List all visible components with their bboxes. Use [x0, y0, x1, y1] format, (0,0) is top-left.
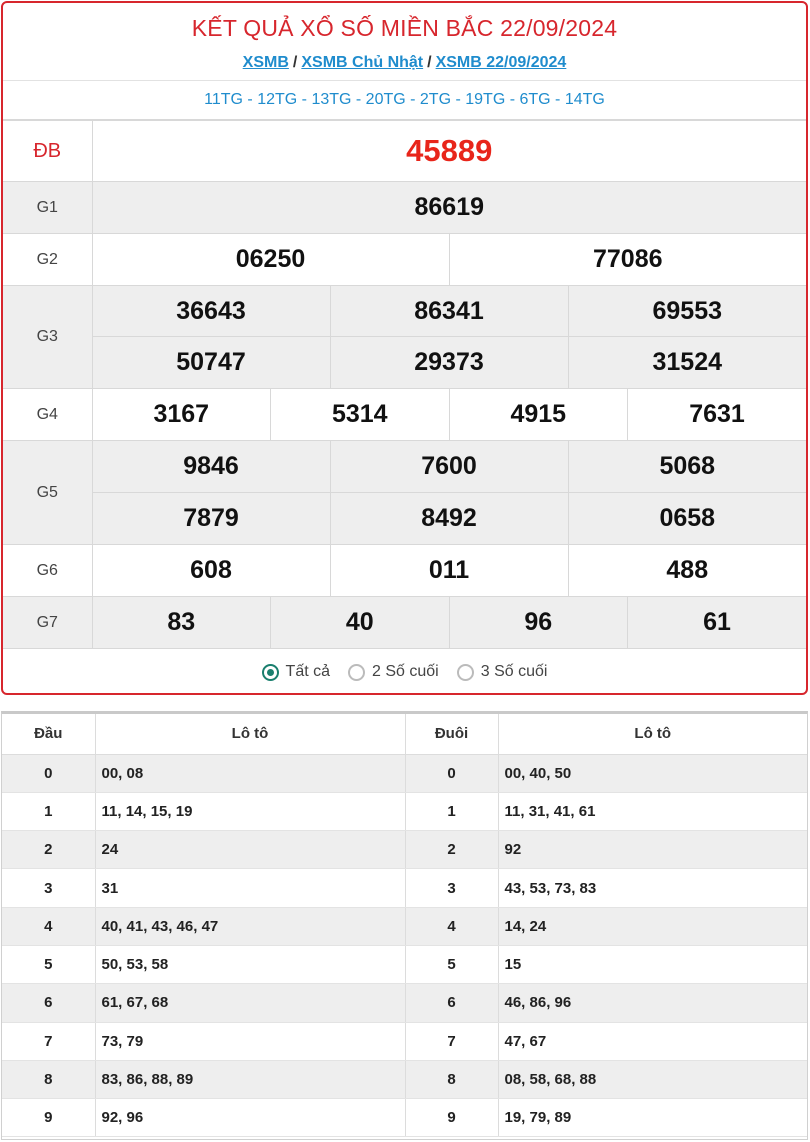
loto-panel: [1, 711, 808, 1140]
loto-duoi-digit: 5: [405, 945, 498, 983]
loto-header-row: [2, 714, 807, 754]
prize-label-g3: G3: [3, 286, 92, 389]
prize-number-g2: 77086: [449, 234, 806, 286]
loto-dau-values: 31: [95, 869, 405, 907]
table-row: [2, 907, 807, 945]
loto-dau-values: 92, 96: [95, 1099, 405, 1137]
breadcrumb-link-weekday[interactable]: XSMB Chủ Nhật: [301, 54, 424, 71]
prize-row-g5: [3, 493, 806, 545]
loto-duoi-digit: 8: [405, 1060, 498, 1098]
prize-number-g4: 4915: [449, 389, 628, 441]
loto-table: [2, 714, 807, 1137]
table-row: [2, 984, 807, 1022]
loto-dau-digit: 4: [2, 907, 95, 945]
prize-number-g7: 83: [92, 597, 271, 649]
prize-number-g6: 011: [330, 545, 568, 597]
loto-duoi-values: 11, 31, 41, 61: [498, 792, 807, 830]
prize-row-db: [3, 121, 806, 182]
radio-icon[interactable]: [348, 664, 365, 681]
loto-duoi-values: 00, 40, 50: [498, 754, 807, 792]
radio-icon[interactable]: [457, 664, 474, 681]
prize-label-g6: G6: [3, 545, 92, 597]
loto-duoi-values: 43, 53, 73, 83: [498, 869, 807, 907]
loto-header-loto: Lô tô: [95, 714, 405, 754]
table-row: [2, 1022, 807, 1060]
loto-dau-digit: 6: [2, 984, 95, 1022]
prize-number-g4: 3167: [92, 389, 271, 441]
prize-table: [3, 120, 806, 649]
prize-number-g7: 61: [628, 597, 807, 649]
loto-duoi-values: 92: [498, 831, 807, 869]
prize-row-g6: [3, 545, 806, 597]
prize-number-g4: 5314: [271, 389, 450, 441]
loto-dau-values: 50, 53, 58: [95, 945, 405, 983]
prize-label-db: ĐB: [3, 121, 92, 182]
loto-dau-digit: 3: [2, 869, 95, 907]
table-row: [2, 1099, 807, 1137]
prize-number-g5: 8492: [330, 493, 568, 545]
result-panel: [1, 1, 808, 695]
radio-selected-icon[interactable]: [262, 664, 279, 681]
prize-number-db: 45889: [92, 121, 806, 182]
filter-option-label: Tất cả: [285, 663, 331, 680]
prize-number-g7: 96: [449, 597, 628, 649]
prize-number-g6: 488: [568, 545, 806, 597]
prize-row-g3: [3, 286, 806, 337]
loto-body: [2, 754, 807, 1137]
table-row: [2, 754, 807, 792]
loto-dau-values: 00, 08: [95, 754, 405, 792]
loto-duoi-values: 19, 79, 89: [498, 1099, 807, 1137]
prize-number-g1: 86619: [92, 182, 806, 234]
loto-duoi-digit: 9: [405, 1099, 498, 1137]
loto-dau-digit: 7: [2, 1022, 95, 1060]
loto-duoi-digit: 1: [405, 792, 498, 830]
prize-row-g2: [3, 234, 806, 286]
prize-number-g5: 7879: [92, 493, 330, 545]
breadcrumb-link-date[interactable]: XSMB 22/09/2024: [435, 54, 567, 71]
prize-number-g2: 06250: [92, 234, 449, 286]
prize-row-g3: [3, 337, 806, 389]
result-header: [3, 3, 806, 81]
filter-option-last-3[interactable]: [457, 663, 548, 681]
loto-duoi-digit: 7: [405, 1022, 498, 1060]
loto-dau-digit: 9: [2, 1099, 95, 1137]
prize-label-g2: G2: [3, 234, 92, 286]
loto-header-duoi: Đuôi: [405, 714, 498, 754]
loto-duoi-values: 46, 86, 96: [498, 984, 807, 1022]
prize-number-g3: 36643: [92, 286, 330, 337]
prize-number-g5: 0658: [568, 493, 806, 545]
prize-label-g1: G1: [3, 182, 92, 234]
loto-dau-values: 83, 86, 88, 89: [95, 1060, 405, 1098]
loto-duoi-digit: 3: [405, 869, 498, 907]
prize-number-g3: 50747: [92, 337, 330, 389]
loto-duoi-values: 14, 24: [498, 907, 807, 945]
digit-filter: [3, 650, 806, 694]
table-row: [2, 831, 807, 869]
filter-option-label: 2 Số cuối: [372, 663, 439, 680]
loto-dau-values: 24: [95, 831, 405, 869]
loto-dau-digit: 1: [2, 792, 95, 830]
filter-option-last-2[interactable]: [348, 663, 439, 681]
loto-duoi-values: 08, 58, 68, 88: [498, 1060, 807, 1098]
prize-number-g5: 7600: [330, 441, 568, 493]
loto-dau-values: 73, 79: [95, 1022, 405, 1060]
prize-label-g4: G4: [3, 389, 92, 441]
loto-dau-digit: 5: [2, 945, 95, 983]
prize-number-g7: 40: [271, 597, 450, 649]
loto-dau-digit: 2: [2, 831, 95, 869]
loto-duoi-digit: 2: [405, 831, 498, 869]
loto-dau-values: 40, 41, 43, 46, 47: [95, 907, 405, 945]
breadcrumb: [3, 54, 806, 72]
prize-row-g7: [3, 597, 806, 649]
loto-dau-digit: 0: [2, 754, 95, 792]
prize-label-g7: G7: [3, 597, 92, 649]
prize-row-g5: [3, 441, 806, 493]
prize-number-g6: 608: [92, 545, 330, 597]
table-row: [2, 945, 807, 983]
loto-duoi-digit: 0: [405, 754, 498, 792]
loto-header-loto-tail: Lô tô: [498, 714, 807, 754]
table-row: [2, 869, 807, 907]
prize-number-g3: 86341: [330, 286, 568, 337]
prize-number-g5: 5068: [568, 441, 806, 493]
loto-duoi-values: 47, 67: [498, 1022, 807, 1060]
loto-dau-digit: 8: [2, 1060, 95, 1098]
breadcrumb-link-xsmb[interactable]: XSMB: [242, 54, 289, 71]
loto-header-dau: Đầu: [2, 714, 95, 754]
loto-duoi-digit: 4: [405, 907, 498, 945]
prize-number-g3: 29373: [330, 337, 568, 389]
filter-option-label: 3 Số cuối: [480, 663, 548, 680]
table-row: [2, 1060, 807, 1098]
loto-dau-values: 11, 14, 15, 19: [95, 792, 405, 830]
table-row: [2, 792, 807, 830]
prize-row-g1: [3, 182, 806, 234]
page-title: KẾT QUẢ XỔ SỐ MIỀN BẮC 22/09/2024: [191, 15, 618, 41]
breadcrumb-separator: /: [292, 54, 298, 71]
prize-number-g4: 7631: [628, 389, 807, 441]
breadcrumb-separator: /: [427, 54, 432, 71]
draw-codes: 11TG - 12TG - 13TG - 20TG - 2TG - 19TG - 6TG - 14TG: [3, 81, 806, 120]
prize-label-g5: G5: [3, 441, 92, 545]
loto-dau-values: 61, 67, 68: [95, 984, 405, 1022]
loto-duoi-values: 15: [498, 945, 807, 983]
filter-option-all[interactable]: [262, 663, 330, 681]
prize-number-g5: 9846: [92, 441, 330, 493]
prize-number-g3: 31524: [568, 337, 806, 389]
prize-number-g3: 69553: [568, 286, 806, 337]
loto-duoi-digit: 6: [405, 984, 498, 1022]
prize-row-g4: [3, 389, 806, 441]
